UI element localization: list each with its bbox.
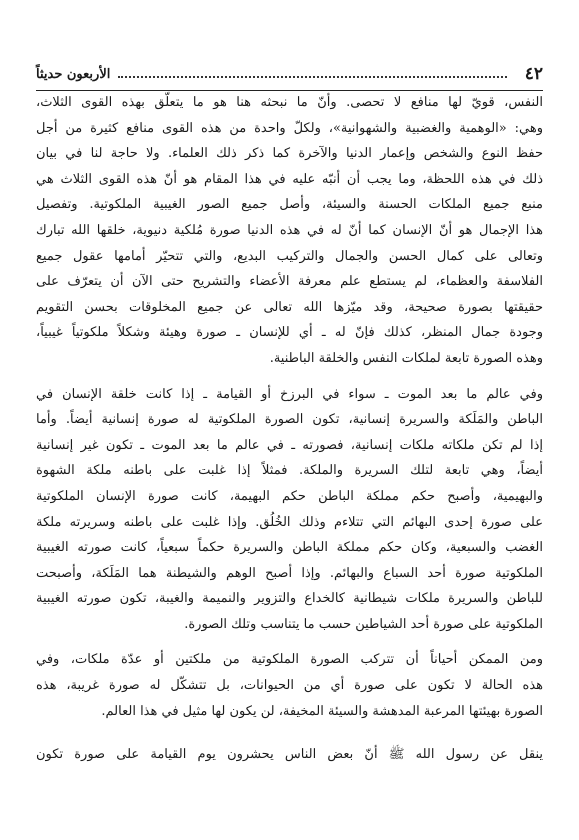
text-line: ينقل عن رسول الله ﷺ أنّ بعض الناس يحشرون يوم القيامة على صورة تكون <box>36 747 543 763</box>
paragraph-3 <box>36 647 543 724</box>
body-text <box>36 90 543 768</box>
text-line: الباطن والمَلَكة والسريرة إنسانية، تكون الصورة الملكوتية له صورة إنسانية أيضاً. وأما <box>36 412 543 428</box>
header-dotted-leader <box>118 76 506 78</box>
text-line: وفي عالم ما بعد الموت ـ سواء في البرزخ أو القيامة ـ إذا كانت خلقة الإنسان في <box>36 386 543 402</box>
text-line: الغضب والسبعية، وكان حكم مملكة الباطن والسريرة حكماً سبعياً، كانت صورته الغيبية <box>36 540 543 556</box>
page-number: ٤٢ <box>524 64 543 84</box>
text-line: حقيقتها بصورة صحيحة، وقد ميّزها الله تعالى عن جميع المخلوقات بحسن التقويم <box>36 299 543 315</box>
text-line: ومن الممكن أحياناً أن تتركب الصورة الملكوتية من ملكتين أو عدّة ملكات، وفي <box>36 652 543 668</box>
text-line: الملكوتية صورة أحد السباع والبهائم. وإذا أصبح الوهم والشيطنة هما المَلَكة، وأصبحت <box>36 565 543 581</box>
paragraph-4 <box>36 742 543 768</box>
paragraph-1 <box>36 90 543 372</box>
text-line: وهذه الصورة تابعة لملكات النفس والخلقة الباطنية. <box>269 350 543 366</box>
text-line: على صورة إحدى البهائم التي تتلاءم وذلك الخُلُق. وإذا غلبت على باطنه وسريرته ملكة <box>36 514 543 530</box>
text-line: الصورة بهيئتها المرعبة المدهشة والسيئة المخيفة، لن يكون لها مثيل في هذا العالم. <box>101 703 543 719</box>
text-line: هذه الحالة لا تكون على صورة أي من الحيوانات، بل تتشكّل له صورة غريبة، هذه <box>36 678 543 694</box>
page-header <box>36 62 543 86</box>
text-line: والبهيمية، وأصبح حكم مملكة الباطن حكم البهيمة، كانت صورة الإنسان الملكوتية <box>36 488 543 504</box>
text-line: للباطن والسريرة ملكات شيطانية كالخداع والتزوير والنميمة والغيبة، تكون صورته الغيبية <box>36 591 543 607</box>
text-line: وهي: «الوهمية والغضبية والشهوانية»، ولكلّ واحدة من هذه القوى منافع كثيرة من أجل <box>36 120 543 136</box>
text-line: منبع جميع الملكات الحسنة والسيئة، وأصل جميع الصور الغيبية الملكوتية. وتفصيل <box>36 197 543 213</box>
text-line: وتعالى على كمال الحسن والجمال والتركيب البديع، والتي تتحيّر أمامها عقول جميع <box>36 248 543 264</box>
running-title: الأربعون حديثاً <box>36 66 111 82</box>
paragraph-2 <box>36 382 543 638</box>
text-line: الفلاسفة والعظماء، لم يستطع علم معرفة الأعضاء والتشريح حتى الآن أن يتعرّف على <box>36 274 543 290</box>
text-line: هذا الإجمال هو أنّ الإنسان كما أنّ له في هذه الدنيا صورة مُلكية دنيوية، خلقها الله تبارك <box>36 222 543 238</box>
text-line: النفس، قويّ لها منافع لا تحصى. وأنّ ما نبحثه هنا هو ما يتعلّق بهذه القوى الثلاث، <box>36 95 543 110</box>
text-line: إذا لم تكن ملكاته ملكات إنسانية، فصورته ـ في عالم ما بعد الموت ـ تكون غير إنسانية <box>36 437 543 453</box>
text-line: وجودة جمال المنظر، كذلك فإنّ له ـ أي للإنسان ـ صورة وهيئة وشكلاً ملكوتياً غيبياً، <box>36 325 543 341</box>
text-line: ذلك في هذه اللحظة، وما يجب أن أنبّه عليه في هذا المقام هو أنّ هذه القوى الثلاث هي <box>36 171 543 187</box>
text-line: الملكوتية على صورة أحد الشياطين حسب ما يتناسب وتلك الصورة. <box>184 616 543 632</box>
text-line: حفظ النوع والشخص وإعمار الدنيا والآخرة كما ذكر ذلك العلماء. ولا حاجة لنا في بيان <box>36 146 543 162</box>
text-line: أيضاً، وهي تابعة لتلك السريرة والملكة. فمثلاً إذا غلبت على باطنه ملكة الشهوة <box>36 463 543 479</box>
